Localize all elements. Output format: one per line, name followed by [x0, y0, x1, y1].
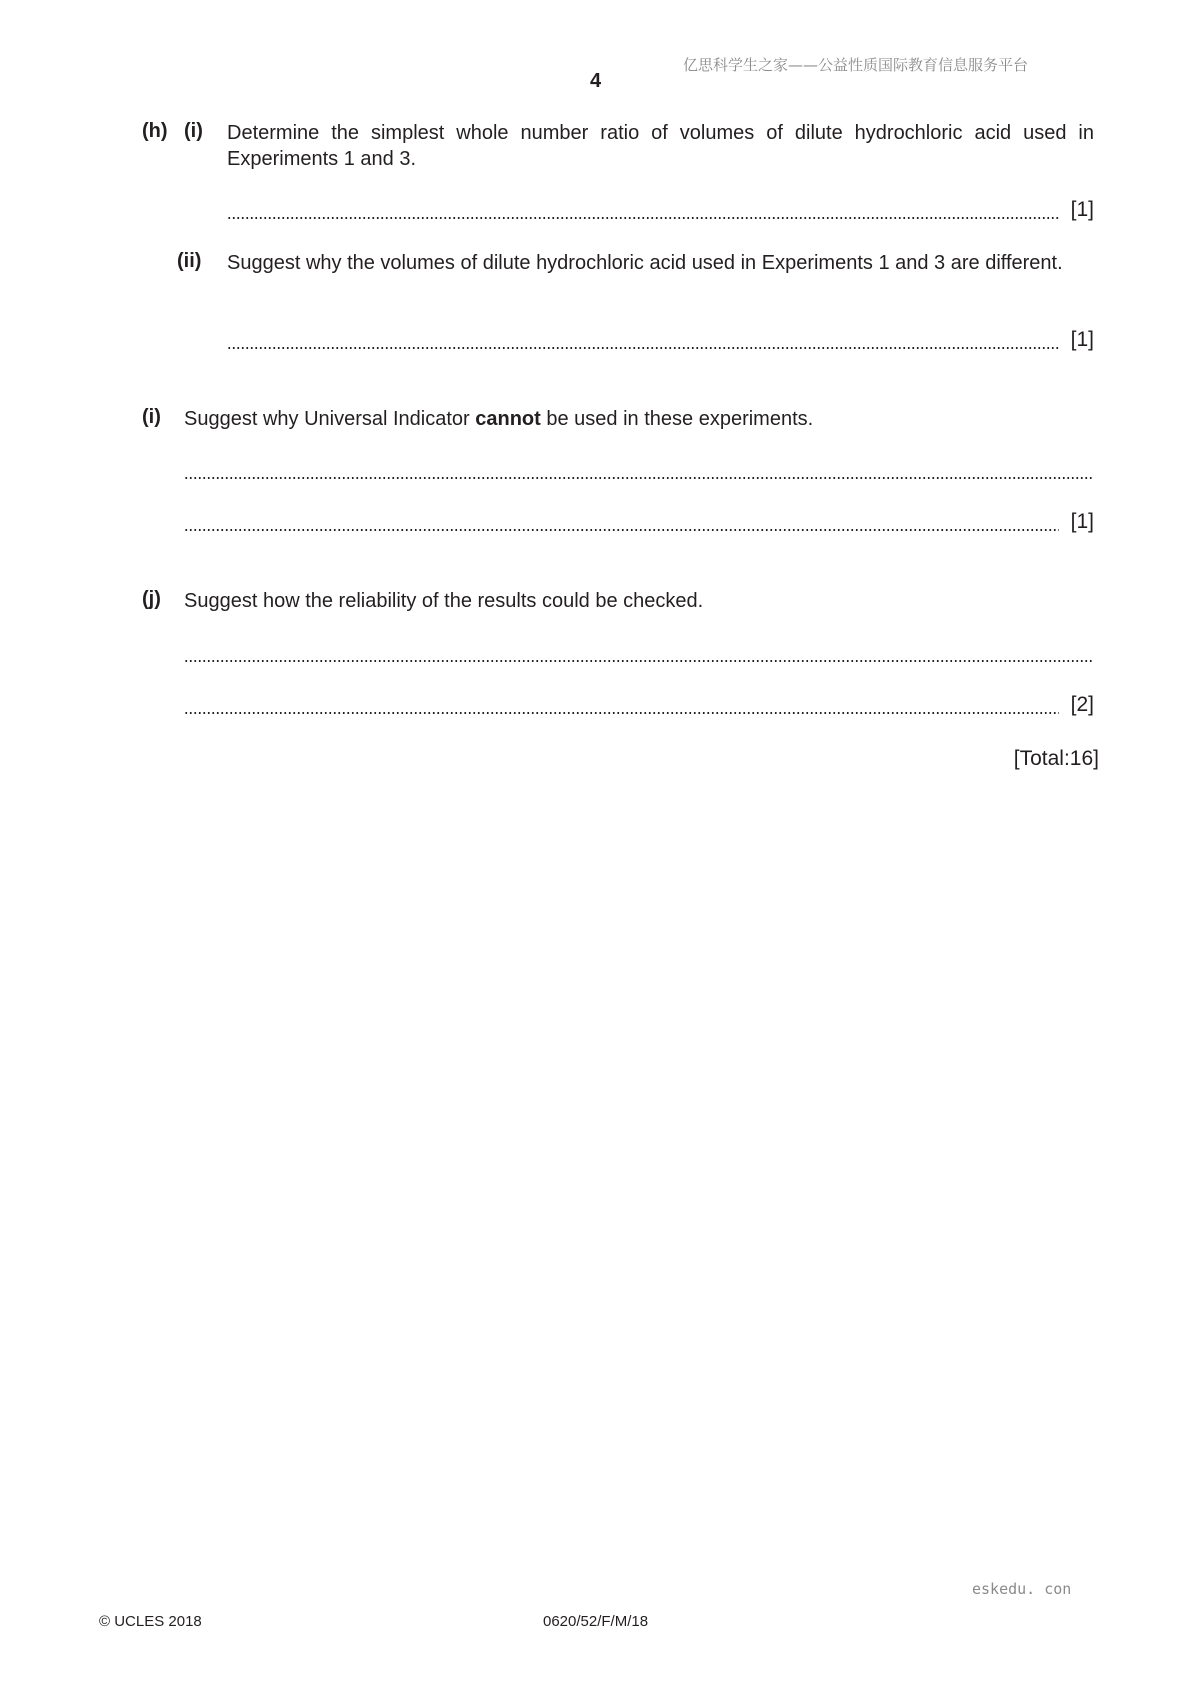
footer-copyright: © UCLES 2018 — [99, 1613, 202, 1630]
answer-line-h-i[interactable] — [227, 197, 1094, 223]
question-j-text: Suggest how the reliability of the results could be checked. — [184, 590, 704, 612]
question-i-emphasis: cannot — [475, 408, 541, 430]
site-watermark: eskedu. con — [972, 1580, 1072, 1598]
question-h-ii-label: (ii) — [177, 250, 202, 272]
question-j-label: (j) — [142, 588, 161, 610]
footer-code: 0620/52/F/M/18 — [543, 1613, 649, 1630]
mark-allocation: [1] — [1070, 510, 1094, 533]
question-i-label: (i) — [142, 406, 161, 428]
answer-line-i-2[interactable] — [184, 509, 1094, 535]
mark-allocation: [2] — [1070, 693, 1094, 716]
question-h-ii-text: Suggest why the volumes of dilute hydrochloric acid used in Experiments 1 and 3 are different. — [227, 252, 1063, 274]
answer-line-j-1[interactable] — [184, 640, 1094, 666]
question-h-label: (h) — [142, 120, 168, 142]
answer-line-i-1[interactable] — [184, 457, 1094, 483]
question-h-i-text: Determine the simplest whole number ratio of volumes of dilute hydrochloric acid used in Experiments 1 and 3. — [227, 122, 1094, 170]
mark-allocation: [1] — [1070, 198, 1094, 221]
dotted-line — [184, 509, 1059, 535]
dotted-line — [184, 692, 1059, 718]
question-i-text-end: be used in these experiments. — [540, 408, 814, 430]
question-i-text — [184, 406, 813, 432]
question-h-i-label: (i) — [184, 120, 203, 142]
dotted-line — [227, 197, 1059, 223]
dotted-line — [184, 640, 1094, 666]
mark-allocation: [1] — [1070, 328, 1094, 351]
dotted-line — [227, 327, 1059, 353]
page-number: 4 — [589, 70, 602, 92]
dotted-line — [184, 457, 1094, 483]
watermark-text: 亿思科学生之家——公益性质国际教育信息服务平台 — [683, 56, 1029, 74]
total-marks: [Total:16] — [1013, 747, 1099, 770]
question-i-text-start: Suggest why Universal Indicator — [184, 408, 476, 430]
answer-line-h-ii[interactable] — [227, 327, 1094, 353]
answer-line-j-2[interactable] — [184, 692, 1094, 718]
